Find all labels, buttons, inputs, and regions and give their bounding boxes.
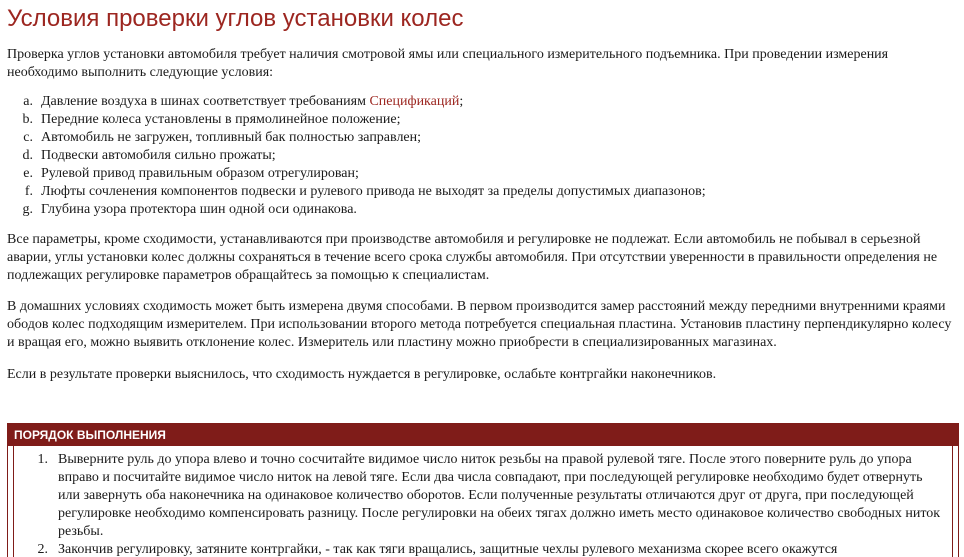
procedure-header: ПОРЯДОК ВЫПОЛНЕНИЯ [8,424,958,446]
procedure-step [14,541,952,557]
procedure-body [13,446,953,557]
list-marker: a. [23,94,33,109]
list-item-text: Глубина узора протектора шин одной оси одинакова. [41,202,357,217]
list-item-text: Рулевой привод правильным образом отрегулирован; [41,166,359,181]
list-marker: f. [24,184,33,199]
list-item-text: Давление воздуха в шинах соответствует требованиям [41,94,370,109]
home-measurement-paragraph: В домашних условиях сходимость может быть измерена двумя способами. В первом производится замер расстояний между передними внутренними краями ободов колес подходящим измерителем. При использовании второго метода потребуется специальная пластина. Установив пластину перпендикулярно колесу и вращая его, можно выявить отклонение колес. Измеритель или пластину можно приобрести в специализированных магазинах. [7,299,952,350]
procedure-box [7,423,959,557]
list-item-text: Автомобиль не загружен, топливный бак полностью заправлен; [41,130,422,145]
parameters-paragraph: Все параметры, кроме сходимости, устанавливаются при производстве автомобиля и регулировке не подлежат. Если автомобиль не побывал в серьезной аварии, углы установки колес должны сохраняться в течение всего срока службы автомобиля. При отсутствии уверенности в правильности определения не подлежащих регулировке параметров обращайтесь за помощью к специалистам. [7,232,938,283]
list-item-text: Подвески автомобиля сильно прожаты; [41,148,276,163]
list-item [7,93,959,111]
list-item-text: Люфты сочленения компонентов подвески и рулевого привода не выходят за пределы допустимых диапазонов; [41,184,706,199]
list-item [7,129,959,147]
adjustment-paragraph: Если в результате проверки выяснилось, что сходимость нуждается в регулировке, ослабьте контргайки наконечников. [7,367,717,382]
list-item [7,165,959,183]
list-marker: c. [23,130,33,145]
procedure-steps [14,446,952,557]
procedure-step [14,451,952,541]
step-text: Закончив регулировку, затяните контргайки, - так как тяги вращались, защитные чехлы рулевого механизма скорее всего окажутся [58,542,838,557]
step-text: Выверните руль до упора влево и точно сосчитайте видимое число ниток резьбы на правой рулевой тяге. После этого поверните руль до упора вправо и посчитайте видимое число ниток на левой тяге. Если два числа совпадают, при последующей регулировке необходимо будет отвернуть или завернуть оба наконечника на одинаковое количество оборотов. Если полученные результаты отличаются друг от друга, при последующей регулировке необходимо компенсировать разницу. После регулировки на обеих тягах должно иметь место одинаковое количество свободных ниток резьбы. [58,452,941,539]
list-marker: b. [22,112,33,127]
step-number: 2. [37,542,48,557]
list-item-text: Передние колеса установлены в прямолинейное положение; [41,112,401,127]
conditions-list [7,93,959,219]
intro-paragraph: Проверка углов установки автомобиля требует наличия смотровой ямы или специального измерительного подъемника. При проведении измерения необходимо выполнить следующие условия: [7,47,889,80]
specifications-link[interactable]: Спецификаций [369,94,460,109]
page [7,0,959,557]
list-item [7,201,959,219]
list-marker: d. [22,148,33,163]
page-title: Условия проверки углов установки колес [7,5,464,32]
list-item [7,111,959,129]
step-number: 1. [37,452,48,467]
list-marker: e. [23,166,33,181]
list-item [7,147,959,165]
list-item [7,183,959,201]
list-item-punct: ; [459,94,464,109]
list-marker: g. [22,202,33,217]
